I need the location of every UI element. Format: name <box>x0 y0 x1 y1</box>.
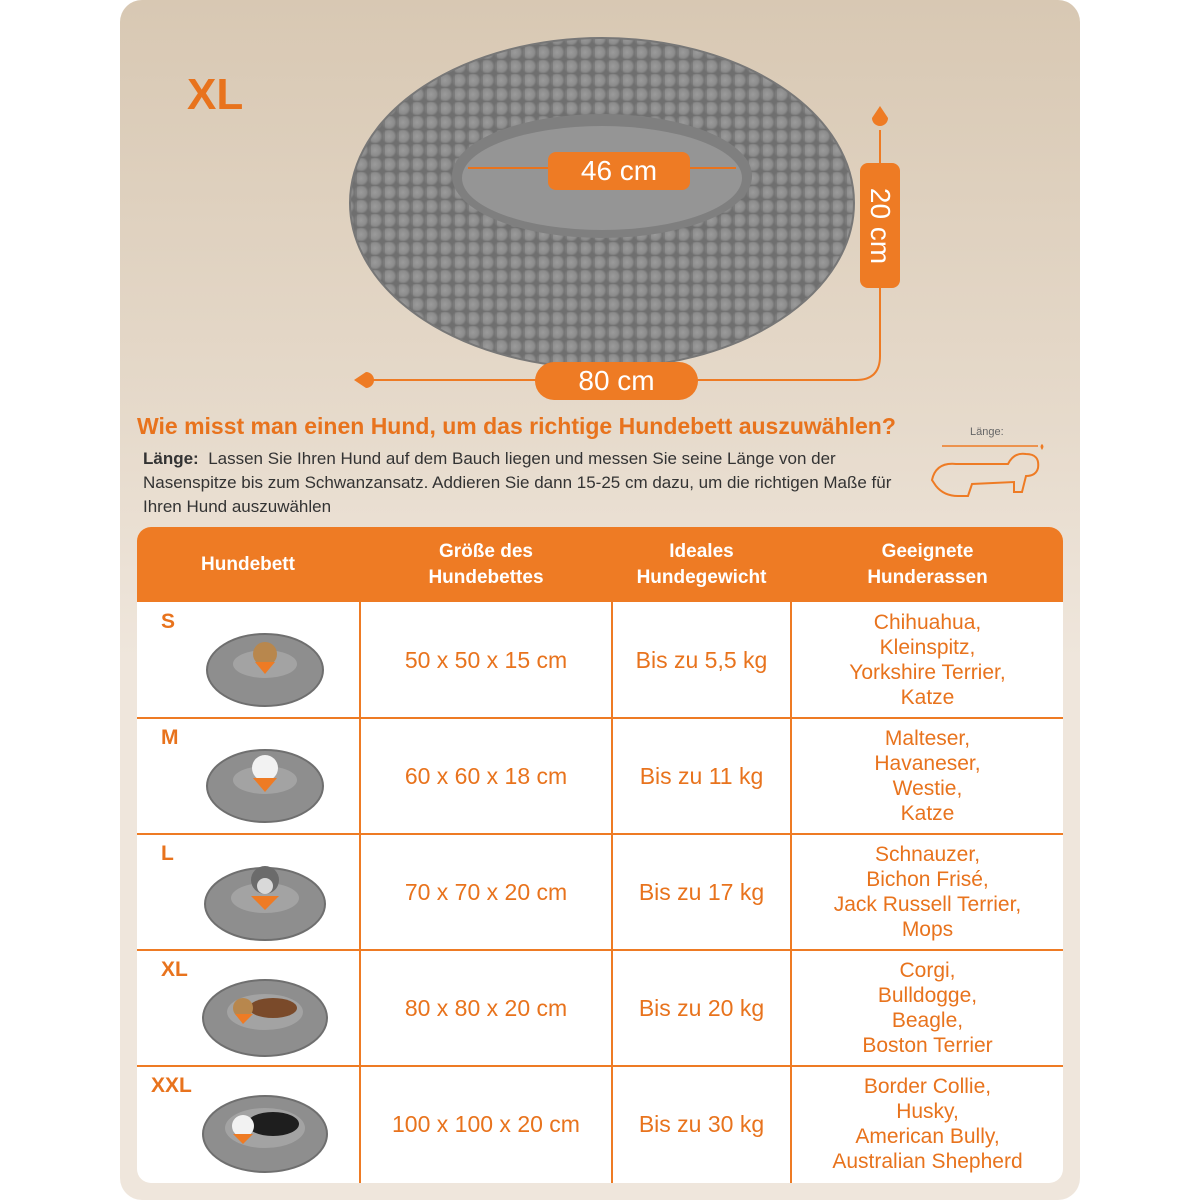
row-size-label: S <box>161 610 176 633</box>
row-breeds: Malteser, Havaneser, Westie, Katze <box>874 727 981 825</box>
table-row <box>137 950 1063 1066</box>
measure-heading: Wie misst man einen Hund, um das richtige Hundebett auszuwählen? <box>137 413 896 439</box>
row-dims: 100 x 100 x 20 cm <box>392 1110 580 1137</box>
bed-thumbnail-l <box>193 852 333 942</box>
size-table <box>137 527 1063 1183</box>
bed-thumbnail-s <box>193 620 333 710</box>
row-weight: Bis zu 17 kg <box>638 878 765 905</box>
row-breeds: Schnauzer, Bichon Frisé, Jack Russell Terrier, Mops <box>833 843 1022 941</box>
row-dims: 50 x 50 x 15 cm <box>404 646 568 673</box>
row-breeds: Border Collie, Husky, American Bully, Australian Shepherd <box>832 1075 1023 1173</box>
row-size-label: XL <box>161 958 188 981</box>
height-label: 20 cm <box>860 163 900 288</box>
header-gewicht: Ideales Hundegewicht <box>636 540 767 588</box>
measure-description: Länge: Lassen Sie Ihren Hund auf dem Bauch liegen und messen Sie seine Länge von der Nasenspitze bis zum Schwanzansatz. Addieren Sie dann 15-25 cm dazu, um die richtigen Maße für Ihren Hund auszuwählen <box>143 449 892 516</box>
table-row <box>137 834 1063 950</box>
inner-diameter-label: 46 cm <box>548 152 690 190</box>
header-hundebett: Hundebett <box>201 553 295 575</box>
row-size-label: L <box>161 842 174 865</box>
row-size-label: M <box>161 726 179 749</box>
row-size-label: XXL <box>151 1074 192 1097</box>
dimension-arrows <box>340 90 900 400</box>
row-weight: Bis zu 5,5 kg <box>635 646 768 673</box>
row-weight: Bis zu 11 kg <box>639 762 764 789</box>
bed-thumbnail-xl <box>193 968 333 1058</box>
bed-thumbnail-xxl <box>193 1084 333 1174</box>
table-row <box>137 1066 1063 1182</box>
row-dims: 80 x 80 x 20 cm <box>404 994 568 1021</box>
header-rassen: Geeignete Hunderassen <box>867 540 988 588</box>
dog-length-diagram: Länge: <box>922 422 1054 504</box>
row-weight: Bis zu 20 kg <box>638 994 765 1021</box>
table-row <box>137 718 1063 834</box>
row-breeds: Chihuahua, Kleinspitz, Yorkshire Terrier, Katze <box>849 611 1006 709</box>
row-breeds: Corgi, Bulldogge, Beagle, Boston Terrier <box>862 959 993 1057</box>
table-row <box>137 602 1063 718</box>
hero-size-tag: XL <box>187 70 244 119</box>
outer-diameter-label: 80 cm <box>535 362 698 400</box>
row-dims: 60 x 60 x 18 cm <box>404 762 568 789</box>
row-dims: 70 x 70 x 20 cm <box>404 878 568 905</box>
bed-thumbnail-m <box>193 736 333 826</box>
header-groesse: Größe des Hundebettes <box>428 540 544 588</box>
table-header <box>137 527 1063 602</box>
row-weight: Bis zu 30 kg <box>638 1110 765 1137</box>
